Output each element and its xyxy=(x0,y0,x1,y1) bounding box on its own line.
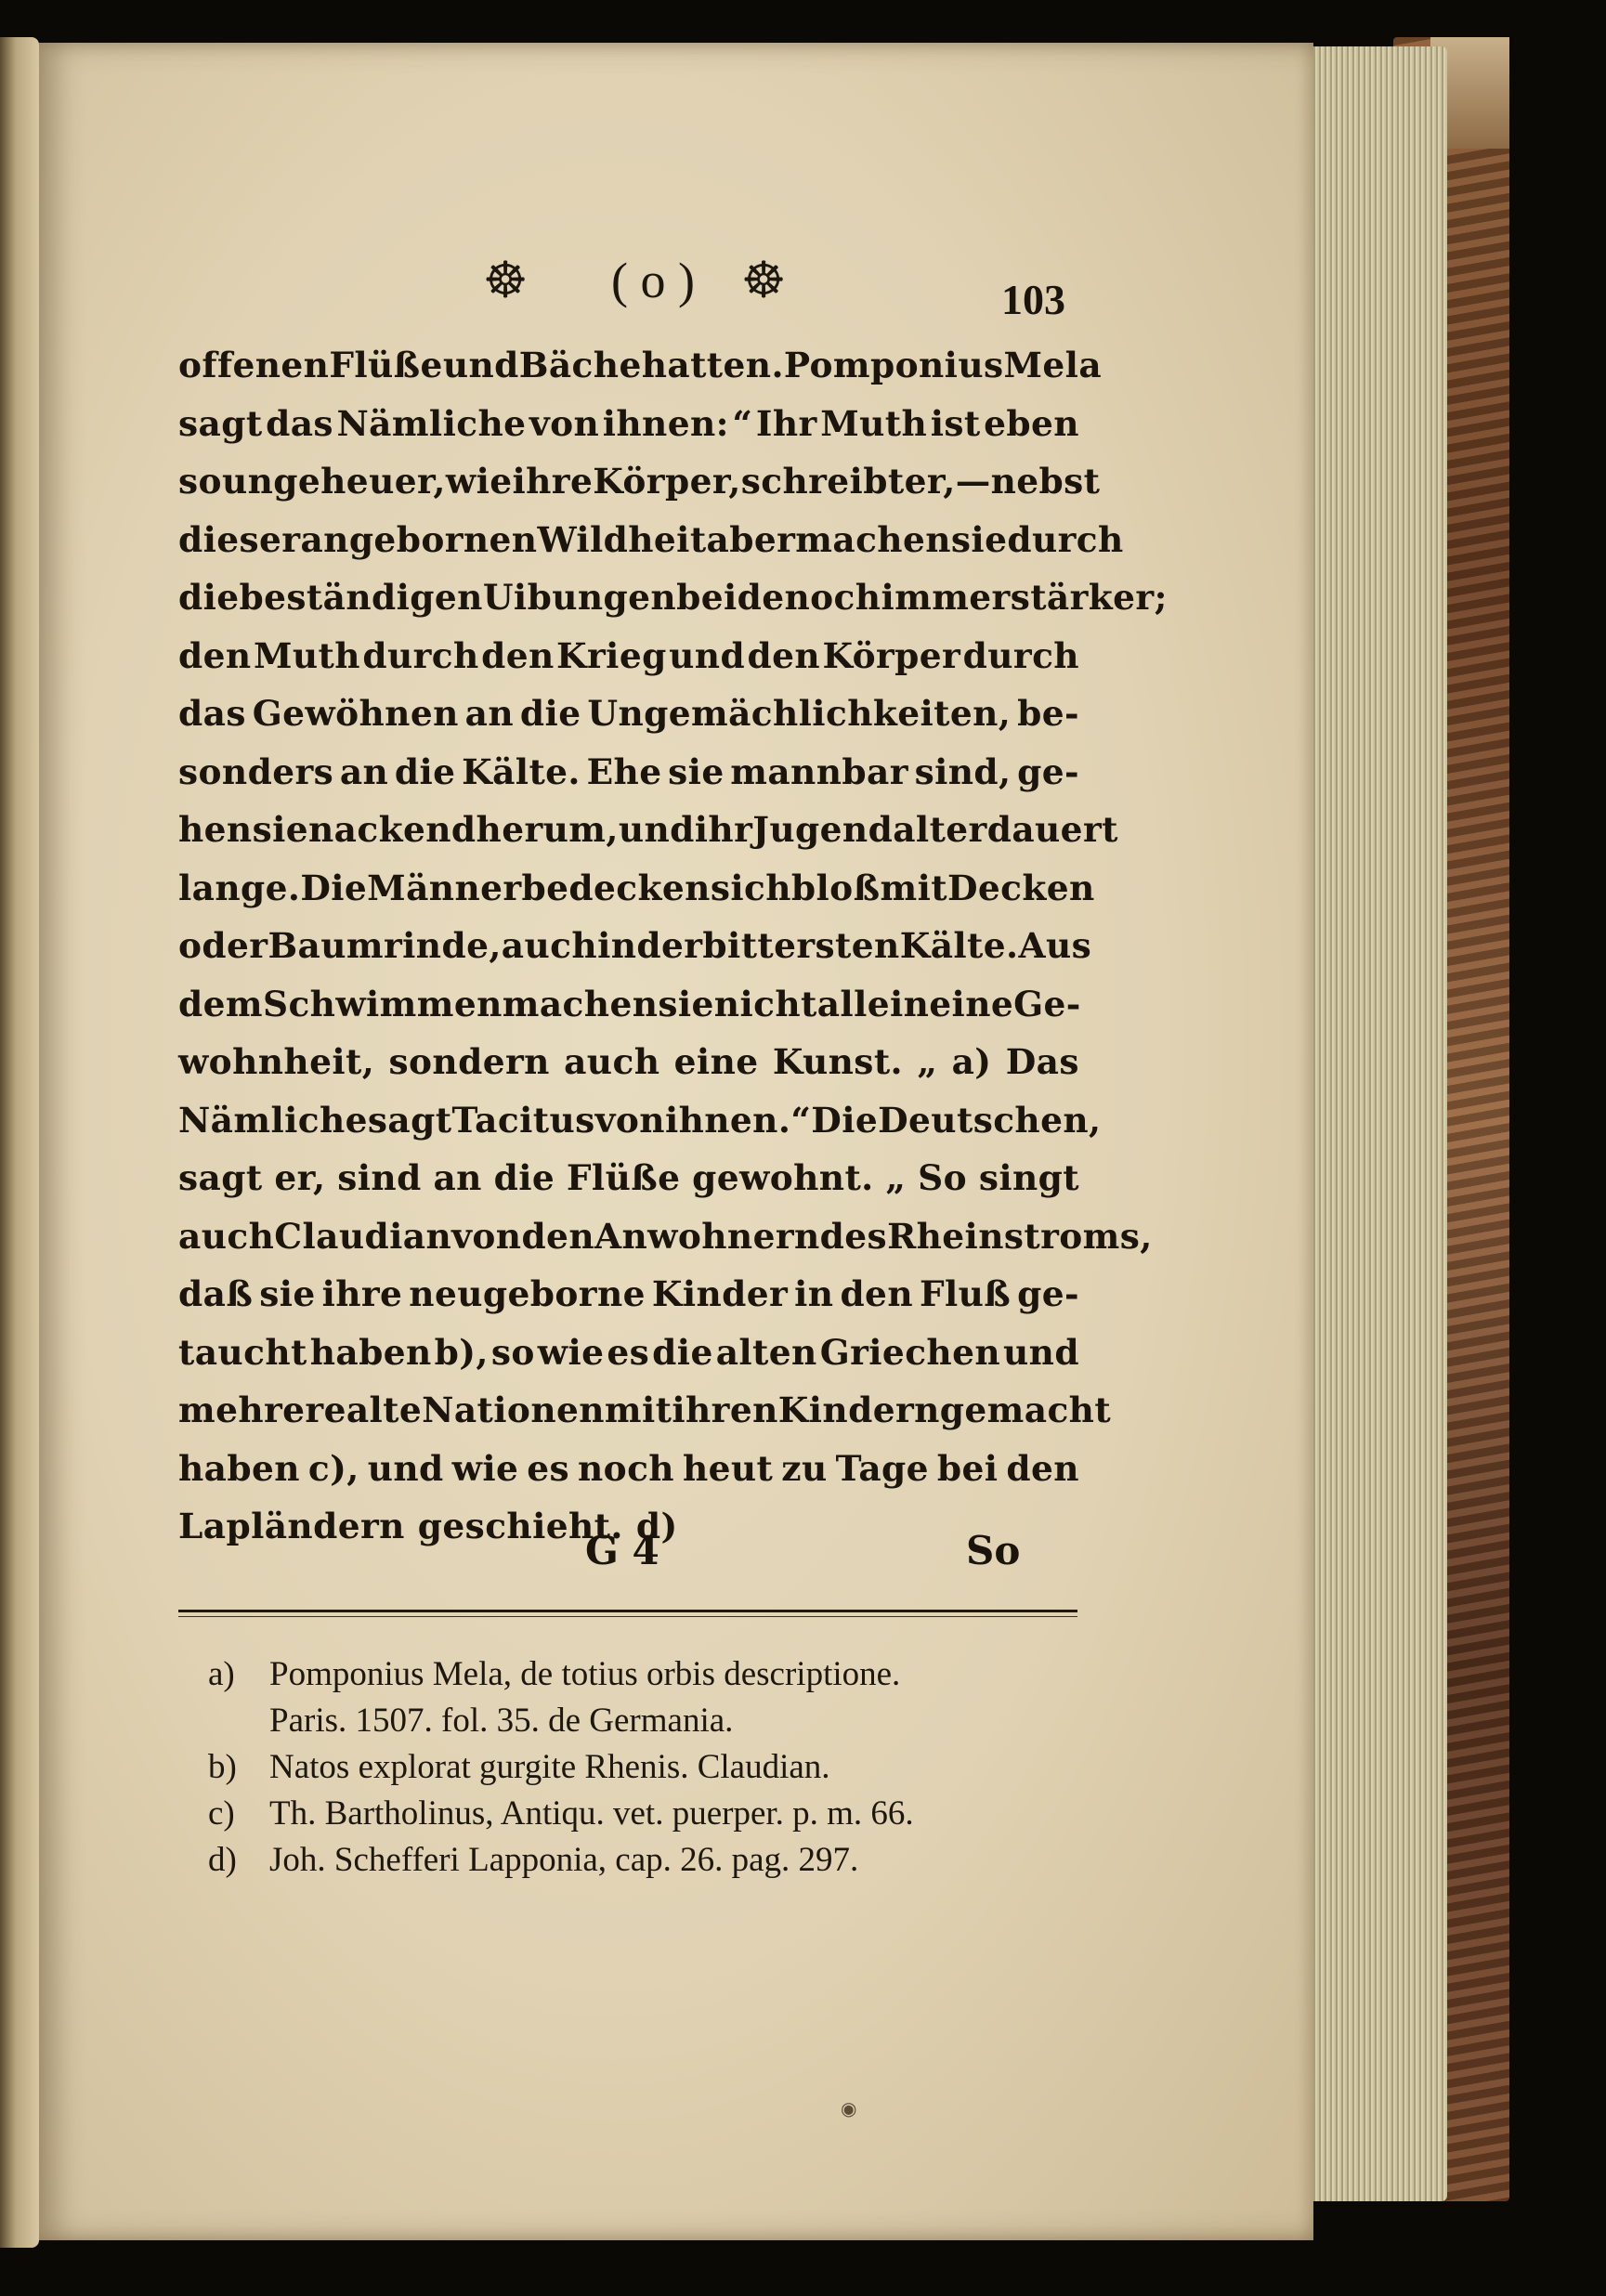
running-header xyxy=(483,249,1189,314)
footnote-text: Paris. 1507. fol. 35. de Germania. xyxy=(269,1702,734,1740)
text-line: daß sie ihre neugeborne Kinder in den Fluß ge- xyxy=(178,1273,1079,1314)
page-stack-edge xyxy=(1300,46,1447,2201)
text-line: hen sie nackend herum, und ihr Jugendalter dauert xyxy=(178,809,1118,850)
text-line: dieser angebornen Wildheit aber machen sie durch xyxy=(178,518,1124,560)
text-line: offenen Flüße und Bäche hatten. Pomponius Mela xyxy=(178,345,1103,385)
page-number: 103 xyxy=(1001,276,1065,323)
text-line: die beständigen Uibungen beide noch immer stärker; xyxy=(178,577,1168,618)
footnote-rule xyxy=(178,1610,1077,1612)
footnote-line xyxy=(208,1651,1118,1698)
text-line: auch Claudian von den Anwohnern des Rheinstroms, xyxy=(178,1215,1153,1257)
text-line: so ungeheuer, wie ihre Körper, schreibt er, — nebst xyxy=(178,461,1101,502)
text-line: Nämliche sagt Tacitus von ihnen. “ Die Deutschen, xyxy=(178,1099,1102,1141)
library-stamp-icon: ◉ xyxy=(841,2099,857,2120)
signature-mark: G 4 xyxy=(585,1528,659,1573)
footnote-mark: d) xyxy=(208,1841,237,1879)
text-line: taucht haben b), so wie es die alten Griechen und xyxy=(178,1331,1079,1373)
ornament-right-icon: ☸ xyxy=(741,253,787,308)
footnote-line xyxy=(208,1837,1118,1884)
footnote-mark: a) xyxy=(208,1655,235,1693)
ornament-left-icon: ☸ xyxy=(483,253,529,308)
footnote-text: Joh. Schefferi Lapponia, cap. 26. pag. 297. xyxy=(269,1841,859,1879)
footnote-line xyxy=(208,1791,1118,1837)
text-line: dem Schwimmen machen sie nicht allein eine Ge- xyxy=(178,983,1081,1024)
footnote-mark: c) xyxy=(208,1794,235,1833)
text-line: Lapländern geschieht. d) xyxy=(178,1506,678,1546)
text-line: das Gewöhnen an die Ungemächlichkeiten, be- xyxy=(178,693,1079,734)
left-page-edge xyxy=(0,37,39,2248)
header-center-mark: ( o ) xyxy=(611,253,695,308)
text-line: lange. Die Männer bedecken sich bloß mit Decken xyxy=(178,867,1095,908)
footnote-line xyxy=(208,1744,1118,1791)
catchword: So xyxy=(966,1528,1021,1573)
footnote-text: Pomponius Mela, de totius orbis descriptione. xyxy=(269,1655,901,1693)
footnote-line xyxy=(208,1698,1118,1744)
footnote-text: Natos explorat gurgite Rhenis. Claudian. xyxy=(269,1748,830,1786)
text-line: den Muth durch den Krieg und den Körper durch xyxy=(178,634,1079,676)
footnotes xyxy=(208,1651,1118,1884)
text-line: mehrere alte Nationen mit ihren Kindern gemacht xyxy=(178,1389,1112,1430)
text-line: sonders an die Kälte. Ehe sie mannbar sind, ge- xyxy=(178,750,1079,792)
text-line: sagt er, sind an die Flüße gewohnt. „ So singt xyxy=(178,1157,1079,1198)
text-line: oder Baumrinde, auch in der bittersten Kälte. Aus xyxy=(178,925,1092,966)
text-line: haben c), und wie es noch heut zu Tage bei den xyxy=(178,1447,1079,1489)
text-line: wohnheit, sondern auch eine Kunst. „ a) Das xyxy=(178,1041,1079,1082)
footnote-mark: b) xyxy=(208,1748,237,1786)
body-text xyxy=(178,336,1168,1556)
footnote-text: Th. Bartholinus, Antiqu. vet. puerper. p. m. 66. xyxy=(269,1794,914,1833)
footnote-rule-thin xyxy=(178,1616,1077,1617)
text-line: sagt das Nämliche von ihnen: “ Ihr Muth ist eben xyxy=(178,402,1079,444)
